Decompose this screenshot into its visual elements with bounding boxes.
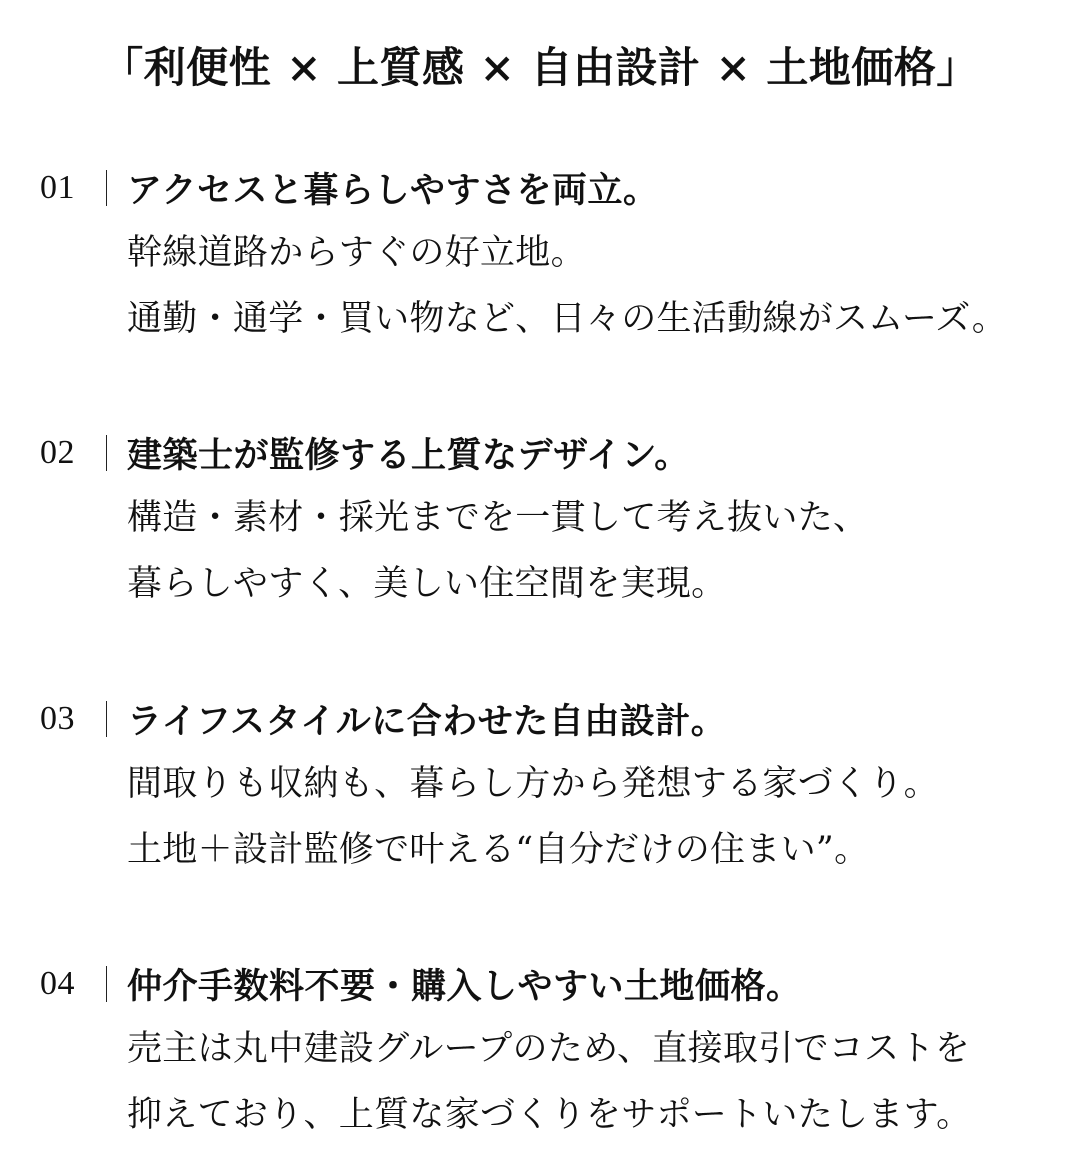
feature-heading-row [40, 956, 1070, 1012]
feature-point-04 [40, 956, 1070, 1148]
feature-heading-row [40, 691, 1070, 747]
feature-description-line: 売主は丸中建設グループのため、直接取引でコストを [127, 1029, 971, 1069]
feature-heading: 建築士が監修する上質なデザイン。 [127, 435, 690, 476]
vertical-divider [106, 435, 107, 471]
feature-description-line: 構造・素材・採光までを一貫して考え抜いた、 [127, 498, 869, 538]
feature-heading: 仲介手数料不要・購入しやすい土地価格。 [127, 966, 802, 1007]
feature-point-02 [40, 425, 1070, 617]
page-title: 「利便性 × 上質感 × 自由設計 × 土地価格」 [101, 43, 979, 92]
vertical-divider [106, 966, 107, 1002]
feature-description-line: 通勤・通学・買い物など、日々の生活動線がスムーズ。 [127, 299, 1008, 339]
feature-number: 02 [40, 434, 75, 471]
feature-description-line: 抑えており、上質な家づくりをサポートいたします。 [127, 1095, 972, 1135]
feature-heading: アクセスと暮らしやすさを両立。 [127, 170, 659, 211]
vertical-divider [106, 170, 107, 206]
feature-point-03 [40, 691, 1070, 883]
feature-number: 03 [40, 700, 75, 737]
feature-point-01 [40, 160, 1070, 352]
feature-heading-row [40, 425, 1070, 481]
feature-heading-row [40, 160, 1070, 216]
vertical-divider [106, 701, 107, 737]
feature-heading: ライフスタイルに合わせた自由設計。 [127, 701, 727, 742]
feature-number: 01 [40, 169, 75, 206]
feature-description-line: 間取りも収納も、暮らし方から発想する家づくり。 [127, 764, 939, 804]
feature-description-line: 暮らしやすく、美しい住空間を実現。 [127, 564, 727, 604]
feature-description-line: 幹線道路からすぐの好立地。 [127, 233, 586, 273]
feature-number: 04 [40, 965, 75, 1002]
feature-description-line: 土地＋設計監修で叶える“自分だけの住まい”。 [127, 830, 870, 870]
